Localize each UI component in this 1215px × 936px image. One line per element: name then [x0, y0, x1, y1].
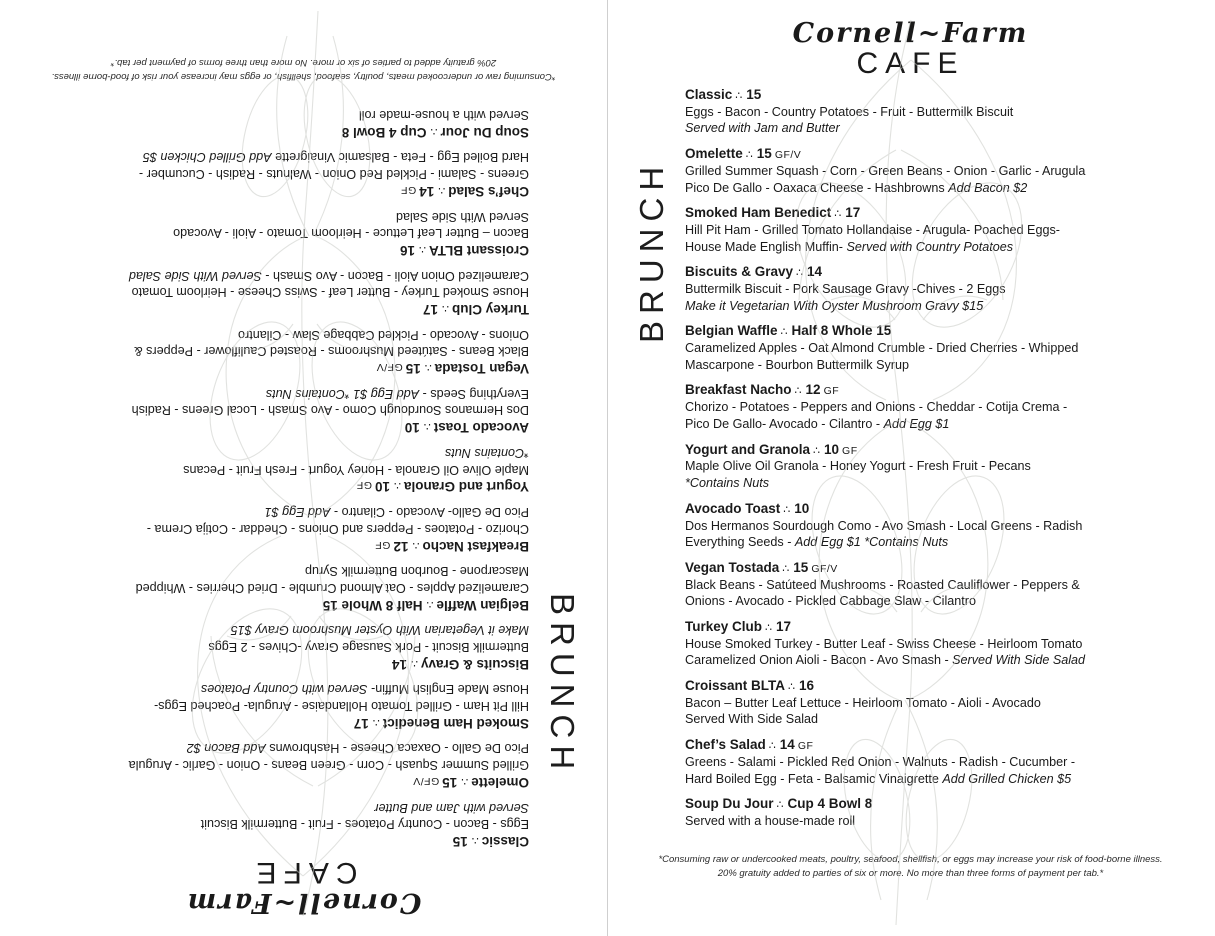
menu-item-description: Mascarpone - Bourbon Buttermilk Syrup — [685, 357, 909, 372]
menu-item-price: 14 — [419, 183, 435, 199]
menu-item-separator: ∴ — [813, 444, 822, 457]
menu-item-header — [20, 773, 529, 790]
menu-item-price: 16 — [799, 677, 815, 693]
menu-item-name: Chef’s Salad — [448, 183, 529, 199]
menu-items-list — [685, 87, 1200, 839]
description-note: Add Bacon $2 — [186, 741, 266, 756]
menu-item-header — [20, 182, 529, 199]
menu-item — [685, 442, 1194, 492]
menu-item-price: Cup 4 Bowl 8 — [341, 124, 427, 140]
footnote — [607, 853, 1214, 882]
menu-item — [20, 326, 529, 376]
menu-item-description: Onions - Avocado - Pickled Cabbage Slaw - Cilantro — [238, 327, 529, 342]
menu-item-header — [20, 359, 529, 376]
menu-item-description: Greens - Salami - Pickled Red Onion - Walnuts - Radish - Cucumber - — [685, 754, 1076, 769]
menu-item — [20, 563, 529, 613]
menu-item-description: *Contains Nuts — [445, 445, 529, 460]
menu-item-dietary-tag: GF — [374, 538, 391, 551]
menu-half-primary — [607, 0, 1214, 936]
menu-item-separator: ∴ — [782, 562, 791, 575]
menu-item-description: Served with a house-made roll — [358, 108, 529, 122]
menu-item-separator: ∴ — [409, 656, 418, 669]
footnote-line-2: 20% gratuity added to parties of six or more. No more than three forms of payment per tab.* — [110, 57, 497, 69]
menu-item-separator: ∴ — [423, 361, 432, 374]
description-note: Add Egg $1 — [883, 416, 950, 431]
menu-item-description: Grilled Summer Squash - Corn - Green Beans - Onion - Garlic - Arugula — [685, 163, 1086, 178]
menu-item-header — [20, 655, 529, 672]
description-note: Add Egg $1 *Contains Nuts — [265, 386, 420, 401]
menu-item-price: 15 — [756, 146, 772, 162]
menu-item-description — [20, 681, 529, 698]
menu-item-name: Turkey Club — [685, 618, 763, 634]
menu-item-price: 10 — [374, 479, 390, 495]
menu-item-description: Served With Side Salad — [395, 209, 529, 224]
menu-item-header — [20, 832, 529, 849]
menu-item-name: Vegan Tostada — [434, 361, 529, 377]
menu-item-header — [20, 300, 529, 317]
menu-item-name: Avocado Toast — [685, 500, 781, 516]
menu-item-description — [685, 239, 1194, 256]
brand-subtitle: CAFE — [249, 856, 358, 889]
menu-item-name: Belgian Waffle — [436, 597, 529, 613]
menu-item — [20, 149, 529, 199]
menu-items-list-mirrored — [14, 97, 529, 849]
menu-item-separator: ∴ — [745, 149, 754, 162]
menu-item — [20, 740, 529, 790]
brand-subtitle: CAFE — [856, 47, 965, 80]
menu-item-description: Served with Jam and Butter — [374, 800, 529, 815]
menu-item-description — [685, 180, 1194, 197]
menu-item-description: Maple Olive Oil Granola - Honey Yogurt - Fresh Fruit - Pecans — [183, 462, 529, 477]
menu-item-description — [20, 385, 529, 402]
menu-item — [20, 385, 529, 435]
menu-item-description: Buttermilk Biscuit - Pork Sausage Gravy -Chives - 2 Eggs — [685, 282, 1006, 297]
menu-item-header — [685, 205, 1194, 222]
menu-item-price: 17 — [422, 302, 438, 318]
menu-item — [685, 560, 1194, 610]
menu-item-price: 10 — [404, 420, 420, 436]
menu-item-price: 12 — [805, 382, 821, 398]
menu-item-price: 14 — [391, 656, 407, 672]
menu-item-name: Omelette — [471, 774, 529, 790]
menu-item — [685, 87, 1194, 137]
menu-item-name: Biscuits & Gravy — [420, 656, 529, 672]
menu-item-header — [20, 241, 529, 258]
section-label-brunch: BRUNCH — [633, 159, 670, 343]
menu-item — [685, 678, 1194, 728]
menu-item — [685, 382, 1194, 432]
menu-item-description: Black Beans - Satúteed Mushrooms - Roasted Cauliflower - Peppers & — [685, 577, 1080, 592]
menu-item-separator: ∴ — [796, 267, 805, 280]
menu-item — [20, 208, 529, 258]
menu-item-description: Caramelized Apples - Oat Almond Crumble - Dried Cherries - Whipped — [135, 580, 529, 595]
menu-item-name: Croissant BLTA — [428, 243, 529, 259]
menu-item-name: Omelette — [685, 146, 743, 162]
menu-item-price: 10 — [794, 500, 810, 516]
menu-item-separator: ∴ — [780, 326, 789, 339]
menu-item-name: Classic — [685, 87, 733, 102]
menu-half-mirrored — [0, 0, 607, 936]
description-text: House Made English Muffin- — [685, 239, 847, 254]
menu-item — [685, 264, 1194, 314]
menu-item-description: Served with Jam and Butter — [685, 121, 840, 136]
footnote-mirrored — [0, 55, 607, 84]
brand-name: Cornell~Farm — [185, 887, 422, 918]
menu-item-name: Avocado Toast — [433, 420, 529, 436]
description-note: Served With Side Salad — [952, 653, 1086, 668]
menu-item-price: 12 — [393, 538, 409, 554]
description-note: Add Grilled Chicken $5 — [142, 150, 272, 165]
menu-item — [20, 267, 529, 317]
menu-item-description — [20, 503, 529, 520]
menu-item-description — [685, 771, 1194, 788]
menu-item-header — [20, 596, 529, 613]
menu-item-name: Classic — [481, 834, 529, 849]
menu-item-price: Cup 4 Bowl 8 — [787, 796, 873, 812]
menu-item — [685, 737, 1194, 787]
menu-item-header — [685, 737, 1194, 754]
menu-item-price: 15 — [442, 774, 458, 790]
menu-item-separator: ∴ — [794, 385, 803, 398]
description-text: Caramelized Onion Aioli - Bacon - Avo Smash - — [685, 653, 953, 668]
description-note: Served with Country Potatoes — [846, 239, 1014, 254]
menu-item-name: Breakfast Nacho — [422, 538, 529, 554]
menu-item-separator: ∴ — [417, 243, 426, 256]
menu-item-dietary-tag: GF — [797, 740, 814, 753]
menu-item-price: 17 — [845, 205, 861, 221]
menu-item-description: Eggs - Bacon - Country Potatoes - Fruit - Buttermilk Biscuit — [200, 817, 529, 832]
menu-item-separator: ∴ — [392, 479, 401, 492]
description-text: Everything Seeds - — [685, 535, 795, 550]
menu-item-header — [685, 323, 1194, 340]
menu-item-description: Chorizo - Potatoes - Peppers and Onions - Cheddar - Cotija Crema - — [146, 521, 529, 536]
menu-item-price: 16 — [399, 243, 415, 259]
menu-item-description: Make it Vegetarian With Oyster Mushroom Gravy $15 — [230, 623, 529, 638]
menu-item-description: Served with a house-made roll — [685, 814, 856, 828]
description-text: Pico De Gallo - Oaxaca Cheese - Hashbrowns — [685, 180, 949, 195]
menu-item-description: Make it Vegetarian With Oyster Mushroom Gravy $15 — [685, 298, 984, 313]
menu-item-description: Mascarpone - Bourbon Buttermilk Syrup — [305, 564, 529, 579]
menu-item-price: Half 8 Whole 15 — [322, 597, 423, 613]
menu-item-dietary-tag: GF — [823, 385, 840, 398]
menu-item-name: Soup Du Jour — [685, 796, 774, 812]
menu-item-name: Yogurt and Granola — [685, 441, 811, 457]
menu-item-dietary-tag: GF/V — [811, 562, 838, 575]
menu-item-header — [20, 537, 529, 554]
description-text: Pico De Gallo - Oaxaca Cheese - Hashbrowns — [265, 741, 529, 756]
menu-item-description: Maple Olive Oil Granola - Honey Yogurt - Fresh Fruit - Pecans — [685, 459, 1031, 474]
menu-item-description: *Contains Nuts — [685, 476, 769, 491]
menu-item-separator: ∴ — [437, 183, 446, 196]
brand-block-mirrored — [0, 855, 607, 936]
menu-item-description: Caramelized Apples - Oat Almond Crumble - Dried Cherries - Whipped — [685, 341, 1079, 356]
menu-item-header — [685, 87, 1194, 104]
menu-item-description — [685, 416, 1194, 433]
menu-item-separator: ∴ — [440, 302, 449, 315]
description-text: Hard Boiled Egg - Feta - Balsamic Vinaigrette — [685, 771, 943, 786]
menu-item-header — [685, 619, 1194, 636]
menu-item-separator: ∴ — [429, 124, 438, 137]
menu-item-separator: ∴ — [768, 740, 777, 753]
menu-item-header — [20, 418, 529, 435]
menu-item-name: Breakfast Nacho — [685, 382, 792, 398]
menu-item — [20, 503, 529, 553]
brand-name: Cornell~Farm — [792, 18, 1029, 49]
menu-item-description: Eggs - Bacon - Country Potatoes - Fruit - Buttermilk Biscuit — [685, 104, 1014, 119]
menu-item — [685, 501, 1194, 551]
menu-item-separator: ∴ — [422, 420, 431, 433]
menu-item-header — [685, 442, 1194, 459]
menu-item-header — [685, 264, 1194, 281]
menu-item-description: Onions - Avocado - Pickled Cabbage Slaw - Cilantro — [685, 594, 976, 609]
menu-item-separator: ∴ — [765, 621, 774, 634]
menu-item-dietary-tag: GF — [842, 444, 858, 457]
menu-item-description: Chorizo - Potatoes - Peppers and Onions - Cheddar - Cotija Crema - — [685, 400, 1068, 415]
description-note: Served with Country Potatoes — [200, 682, 368, 697]
menu-item-description: Hill Pit Ham - Grilled Tomato Hollandaise - Arugula- Poached Eggs- — [154, 698, 529, 713]
menu-item-description: Dos Hermanos Sourdough Como - Avo Smash - Local Greens - Radish — [685, 518, 1083, 533]
menu-item-separator: ∴ — [371, 715, 380, 728]
description-text: House Made English Muffin- — [367, 682, 529, 697]
description-note: Add Grilled Chicken $5 — [942, 771, 1072, 786]
menu-item-description: Grilled Summer Squash - Corn - Green Beans - Onion - Garlic - Arugula — [128, 758, 529, 773]
menu-item-separator: ∴ — [776, 799, 785, 812]
menu-item-price: 17 — [776, 618, 792, 634]
menu-item-price: 15 — [746, 87, 762, 102]
menu-item-header — [685, 382, 1194, 399]
menu-item-price: 15 — [452, 834, 468, 849]
menu-item-description — [20, 740, 529, 757]
menu-item-price: 14 — [807, 264, 823, 280]
menu-item-price: 17 — [353, 715, 369, 731]
menu-item-description: Bacon – Butter Leaf Lettuce - Heirloom Tomato - Aioli - Avocado — [173, 226, 529, 241]
menu-item-price: 10 — [824, 441, 840, 457]
menu-item-separator: ∴ — [460, 774, 469, 787]
description-text: Pico De Gallo- Avocado - Cilantro - — [685, 416, 884, 431]
menu-item-name: Smoked Ham Benedict — [382, 715, 529, 731]
menu-item-price: 15 — [793, 559, 809, 575]
menu-item-separator: ∴ — [411, 538, 420, 551]
menu-item-separator: ∴ — [470, 834, 479, 846]
menu-item-header — [685, 146, 1194, 163]
menu-item-description: Hill Pit Ham - Grilled Tomato Hollandaise - Arugula- Poached Eggs- — [685, 223, 1060, 238]
menu-item-separator: ∴ — [735, 90, 744, 102]
menu-item — [685, 796, 1194, 829]
menu-item-price: 15 — [405, 361, 421, 377]
description-text: Pico De Gallo- Avocado - Cilantro - — [330, 505, 529, 520]
menu-item-description — [20, 149, 529, 166]
menu-item-description: House Smoked Turkey - Butter Leaf - Swiss Cheese - Heirloom Tomato — [131, 285, 529, 300]
menu-item-separator: ∴ — [425, 597, 434, 610]
menu-item-price: 14 — [779, 737, 795, 753]
menu-item-name: Biscuits & Gravy — [685, 264, 794, 280]
menu-item-description: Served With Side Salad — [685, 712, 819, 727]
menu-item-header — [20, 714, 529, 731]
menu-item-price: Half 8 Whole 15 — [791, 323, 892, 339]
footnote-line-1: *Consuming raw or undercooked meats, poultry, seafood, shellfish, or eggs may increase your risk of food-borne illness. — [51, 71, 556, 83]
menu-item-name: Vegan Tostada — [685, 559, 780, 575]
menu-item-dietary-tag: GF/V — [412, 774, 440, 787]
menu-item — [685, 619, 1194, 669]
menu-item-separator: ∴ — [834, 208, 843, 221]
menu-item-dietary-tag: GF/V — [376, 361, 403, 374]
menu-item-dietary-tag: GF — [356, 479, 372, 492]
menu-item-header — [685, 501, 1194, 518]
menu-item-description: Buttermilk Biscuit - Pork Sausage Gravy -Chives - 2 Eggs — [208, 639, 529, 654]
menu-item-dietary-tag: GF/V — [774, 149, 802, 162]
menu-item — [20, 444, 529, 494]
menu-item-dietary-tag: GF — [400, 183, 417, 196]
menu-item-header — [685, 560, 1194, 577]
footnote-line-1: *Consuming raw or undercooked meats, poultry, seafood, shellfish, or eggs may increase your risk of food-borne illness. — [658, 853, 1163, 865]
menu-item-description: Bacon – Butter Leaf Lettuce - Heirloom Tomato - Aioli - Avocado — [685, 695, 1041, 710]
footnote-line-2: 20% gratuity added to parties of six or more. No more than three forms of payment per tab.* — [717, 867, 1104, 879]
menu-item-description — [685, 534, 1194, 551]
menu-item-description — [685, 652, 1194, 669]
menu-item-separator: ∴ — [783, 503, 792, 516]
menu-item — [685, 205, 1194, 255]
menu-item — [685, 323, 1194, 373]
menu-item-header — [20, 478, 529, 495]
menu-item-name: Smoked Ham Benedict — [685, 205, 832, 221]
menu-item — [20, 622, 529, 672]
description-note: Add Egg $1 — [264, 505, 331, 520]
section-label-brunch: BRUNCH — [544, 593, 581, 777]
description-text: Caramelized Onion Aioli - Bacon - Avo Smash - — [261, 268, 529, 283]
menu-item-description: Dos Hermanos Sourdough Como - Avo Smash - Local Greens - Radish — [131, 403, 529, 418]
menu-item-header — [685, 678, 1194, 695]
description-text: Hard Boiled Egg - Feta - Balsamic Vinaigrette — [271, 150, 529, 165]
menu-item-name: Croissant BLTA — [685, 677, 786, 693]
menu-item-description: House Smoked Turkey - Butter Leaf - Swiss Cheese - Heirloom Tomato — [685, 636, 1083, 651]
menu-item — [20, 799, 529, 849]
brand-block — [607, 0, 1214, 81]
menu-item-description — [20, 267, 529, 284]
menu-item — [20, 106, 529, 139]
menu-item-name: Turkey Club — [451, 302, 529, 318]
description-note: Served With Side Salad — [128, 268, 262, 283]
menu-item-name: Chef’s Salad — [685, 737, 766, 753]
description-note: Add Bacon $2 — [948, 180, 1028, 195]
menu-item-header — [20, 123, 529, 140]
menu-item-name: Belgian Waffle — [685, 323, 778, 339]
menu-item-separator: ∴ — [788, 680, 797, 693]
description-note: Add Egg $1 *Contains Nuts — [794, 535, 949, 550]
menu-item — [685, 146, 1194, 196]
description-text: Everything Seeds - — [419, 386, 529, 401]
menu-item-description: Greens - Salami - Pickled Red Onion - Walnuts - Radish - Cucumber - — [138, 167, 529, 182]
menu-item — [20, 681, 529, 731]
menu-item-name: Soup Du Jour — [440, 124, 529, 140]
menu-item-header — [685, 796, 1194, 813]
menu-item-description: Black Beans - Satúteed Mushrooms - Roasted Cauliflower - Peppers & — [134, 344, 529, 359]
menu-item-name: Yogurt and Granola — [403, 479, 529, 495]
